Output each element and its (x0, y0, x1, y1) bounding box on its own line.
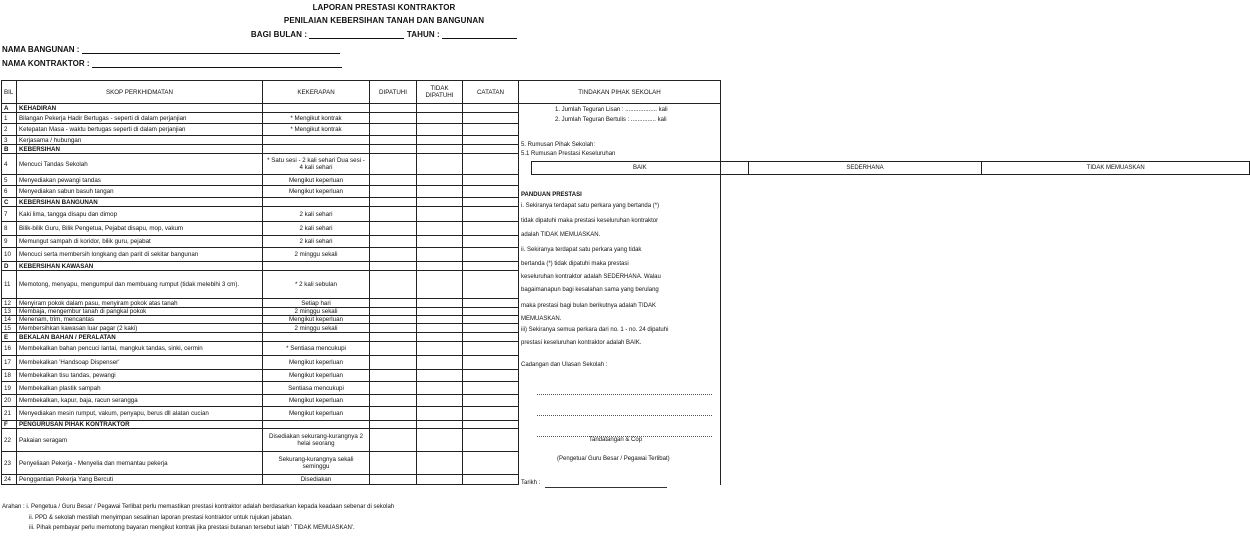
row-catatan-cell[interactable] (463, 222, 519, 236)
row-bil: 1 (2, 113, 17, 124)
section-row (2, 104, 721, 113)
cadangan-label: Cadangan dan Ulasan Sekolah : (521, 362, 608, 368)
teguran-lisan: 1. Jumlah Teguran Lisan : ................... kali (555, 107, 668, 113)
row-catatan-cell[interactable] (463, 198, 519, 207)
row-skop: Menyiram pokok dalam pasu, menyiram pokok atas tanah (17, 299, 263, 308)
row-skop: Membekalkan tisu tandas, pewangi (17, 370, 263, 382)
row-bil: 10 (2, 248, 17, 262)
row-kekerapan: Mengikut keperluan (263, 395, 370, 407)
col-catatan: CATATAN (463, 81, 519, 104)
row-dipatuhi-cell[interactable] (370, 248, 417, 262)
row-catatan-cell[interactable] (463, 136, 519, 145)
row-tidak-dipatuhi-cell[interactable] (417, 475, 463, 485)
row-tidak-dipatuhi-cell[interactable] (417, 333, 463, 342)
row-tidak-dipatuhi-cell[interactable] (417, 136, 463, 145)
row-catatan-cell[interactable] (463, 236, 519, 248)
row-bil: 17 (2, 356, 17, 370)
row-kekerapan (263, 333, 370, 342)
row-dipatuhi-cell[interactable] (370, 316, 417, 324)
panduan-line: keseluruhan kontraktor adalah SEDERHANA. Walau (521, 274, 661, 280)
row-skop: Membekalkan bahan pencuci lantai, mangkuk tandas, sinki, cermin (17, 342, 263, 356)
tandatangan-label: Tandatangan & Cop (589, 437, 643, 443)
row-tidak-dipatuhi-cell[interactable] (417, 207, 463, 222)
row-skop: Menyediakan mesin rumput, vakum, penyapu, berus dll alatan cucian (17, 407, 263, 421)
kontraktor-line (2, 59, 342, 68)
row-kekerapan: Mengikut keperluan (263, 186, 370, 198)
row-tidak-dipatuhi-cell[interactable] (417, 452, 463, 475)
row-tidak-dipatuhi-cell[interactable] (417, 407, 463, 421)
row-dipatuhi-cell[interactable] (370, 262, 417, 271)
row-kekerapan (263, 262, 370, 271)
row-bil: 6 (2, 186, 17, 198)
col-bil: BIL (2, 81, 17, 104)
row-dipatuhi-cell[interactable] (370, 145, 417, 154)
row-bil: 12 (2, 299, 17, 308)
tindakan-panel (519, 104, 1145, 486)
row-kekerapan: Disediakan (263, 475, 370, 485)
row-kekerapan (263, 198, 370, 207)
bulan-field[interactable] (309, 32, 404, 39)
row-catatan-cell[interactable] (463, 429, 519, 452)
row-catatan-cell[interactable] (463, 154, 519, 175)
row-dipatuhi-cell[interactable] (370, 207, 417, 222)
row-dipatuhi-cell[interactable] (370, 186, 417, 198)
row-dipatuhi-cell[interactable] (370, 175, 417, 186)
panduan-title: PANDUAN PRESTASI (521, 192, 582, 198)
row-bil: 4 (2, 154, 17, 175)
row-dipatuhi-cell[interactable] (370, 198, 417, 207)
row-dipatuhi-cell[interactable] (370, 407, 417, 421)
row-bil: 13 (2, 308, 17, 316)
row-kekerapan: 2 minggu sekali (263, 248, 370, 262)
row-dipatuhi-cell[interactable] (370, 333, 417, 342)
row-catatan-cell[interactable] (463, 262, 519, 271)
instructions (2, 502, 394, 534)
performance-table (1, 80, 1145, 486)
instruction-3: iii. Pihak pembayar perlu memotong bayaran mengikut kontrak jika prestasi bulanan tersebut ialah ' TIDAK MEMUASKAN'. (29, 525, 355, 531)
bangunan-field[interactable] (82, 47, 340, 54)
col-kekerapan: KEKERAPAN (263, 81, 370, 104)
row-kekerapan: 2 kali sehari (263, 236, 370, 248)
row-bil: 15 (2, 324, 17, 333)
form-title: LAPORAN PRESTASI KONTRAKTOR (312, 3, 456, 12)
row-dipatuhi-cell[interactable] (370, 475, 417, 485)
kontraktor-field[interactable] (92, 61, 342, 68)
tahun-field[interactable] (442, 32, 517, 39)
row-skop: Penyeliaan Pekerja - Menyelia dan memantau pekerja (17, 452, 263, 475)
panduan-line: MEMUASKAN. (521, 316, 562, 322)
row-bil: 24 (2, 475, 17, 485)
panduan-line: i. Sekiranya terdapat satu perkara yang bertanda (*) (521, 203, 660, 209)
row-catatan-cell[interactable] (463, 475, 519, 485)
bangunan-line (2, 45, 340, 54)
row-skop: KEBERSIHAN (17, 145, 263, 154)
row-tidak-dipatuhi-cell[interactable] (417, 308, 463, 316)
row-kekerapan: Sekurang-kurangnya sekali seminggu (263, 452, 370, 475)
row-bil: 11 (2, 271, 17, 299)
row-skop: PENGURUSAN PIHAK KONTRAKTOR (17, 421, 263, 429)
row-tidak-dipatuhi-cell[interactable] (417, 113, 463, 124)
row-tidak-dipatuhi-cell[interactable] (417, 316, 463, 324)
row-catatan-cell[interactable] (463, 342, 519, 356)
row-catatan-cell[interactable] (463, 308, 519, 316)
row-kekerapan: * Mengikut kontrak (263, 113, 370, 124)
row-catatan-cell[interactable] (463, 370, 519, 382)
row-bil: 7 (2, 207, 17, 222)
col-skop: SKOP PERKHIDMATAN (17, 81, 263, 104)
row-dipatuhi-cell[interactable] (370, 356, 417, 370)
row-catatan-cell[interactable] (463, 104, 519, 113)
row-skop: Kaki lima, tangga disapu dan dimop (17, 207, 263, 222)
rumusan-label: 5. Rumusan Pihak Sekolah: (521, 142, 596, 148)
row-bil: B (2, 145, 17, 154)
instruction-1: Arahan : i. Pengetua / Guru Besar / Pegawai Terlibat perlu memastikan prestasi kontraktor adalah berdasarkan kepada keadaan sebenar di sekolah (2, 504, 395, 510)
row-skop: KEBERSIHAN KAWASAN (17, 262, 263, 271)
rating-table (531, 161, 1250, 175)
row-catatan-cell[interactable] (463, 333, 519, 342)
row-kekerapan: Setiap hari (263, 299, 370, 308)
panduan-line: adalah TIDAK MEMUASKAN. (521, 232, 601, 238)
teguran-bertulis: 2. Jumlah Teguran Bertulis : ............... kali (555, 117, 667, 123)
row-kekerapan (263, 421, 370, 429)
row-skop: Membaja, mengembur tanah di pangkal pokok (17, 308, 263, 316)
cadangan-line[interactable] (537, 394, 712, 395)
row-tidak-dipatuhi-cell[interactable] (417, 248, 463, 262)
row-bil: 22 (2, 429, 17, 452)
row-kekerapan: Mengikut keperluan (263, 175, 370, 186)
row-skop: Pakaian seragam (17, 429, 263, 452)
panduan-line: prestasi keseluruhan kontraktor adalah BAIK. (521, 340, 642, 346)
row-catatan-cell[interactable] (463, 356, 519, 370)
row-kekerapan: Mengikut keperluan (263, 356, 370, 370)
row-tidak-dipatuhi-cell[interactable] (417, 370, 463, 382)
row-dipatuhi-cell[interactable] (370, 154, 417, 175)
panduan-line: iii) Sekiranya semua perkara dari no. 1 - no. 24 dipatuhi (521, 327, 669, 333)
period-line (0, 30, 768, 39)
row-bil: F (2, 421, 17, 429)
row-skop: BEKALAN BAHAN / PERALATAN (17, 333, 263, 342)
tarikh-field[interactable] (545, 487, 667, 488)
row-tidak-dipatuhi-cell[interactable] (417, 154, 463, 175)
row-catatan-cell[interactable] (463, 421, 519, 429)
row-bil: 20 (2, 395, 17, 407)
row-tidak-dipatuhi-cell[interactable] (417, 236, 463, 248)
row-kekerapan: Disediakan sekurang-kurangnya 2 helai seorang (263, 429, 370, 452)
row-kekerapan: Mengikut keperluan (263, 316, 370, 324)
row-kekerapan: 2 kali sehari (263, 207, 370, 222)
row-bil: 23 (2, 452, 17, 475)
row-catatan-cell[interactable] (463, 452, 519, 475)
row-tidak-dipatuhi-cell[interactable] (417, 222, 463, 236)
row-bil: C (2, 198, 17, 207)
row-kekerapan (263, 145, 370, 154)
rating-tidak-memuaskan[interactable]: TIDAK MEMUASKAN (982, 162, 1250, 175)
row-catatan-cell[interactable] (463, 299, 519, 308)
row-bil: E (2, 333, 17, 342)
row-dipatuhi-cell[interactable] (370, 113, 417, 124)
row-dipatuhi-cell[interactable] (370, 124, 417, 136)
row-bil: 16 (2, 342, 17, 356)
row-skop: KEBERSIHAN BANGUNAN (17, 198, 263, 207)
row-catatan-cell[interactable] (463, 324, 519, 333)
row-bil: 2 (2, 124, 17, 136)
row-kekerapan: * Sentiasa mencukupi (263, 342, 370, 356)
row-tidak-dipatuhi-cell[interactable] (417, 421, 463, 429)
panduan-line: ii. Sekiranya terdapat satu perkara yang tidak (521, 247, 642, 253)
row-catatan-cell[interactable] (463, 207, 519, 222)
row-kekerapan (263, 104, 370, 113)
tahun-label: TAHUN : (406, 30, 440, 39)
row-kekerapan: Sentiasa mencukupi (263, 382, 370, 395)
panduan-line: bagaimanapun bagi kesalahan sama yang berulang (521, 287, 659, 293)
row-catatan-cell[interactable] (463, 271, 519, 299)
row-catatan-cell[interactable] (463, 124, 519, 136)
row-dipatuhi-cell[interactable] (370, 382, 417, 395)
form-subtitle: PENILAIAN KEBERSIHAN TANAH DAN BANGUNAN (283, 16, 485, 25)
row-bil: 18 (2, 370, 17, 382)
row-dipatuhi-cell[interactable] (370, 308, 417, 316)
row-catatan-cell[interactable] (463, 395, 519, 407)
row-bil: 14 (2, 316, 17, 324)
row-skop: Penggantian Pekerja Yang Bercuti (17, 475, 263, 485)
row-bil: 19 (2, 382, 17, 395)
row-bil: 8 (2, 222, 17, 236)
row-skop: Membekalkan 'Handsoap Dispenser' (17, 356, 263, 370)
row-bil: 9 (2, 236, 17, 248)
row-tidak-dipatuhi-cell[interactable] (417, 395, 463, 407)
row-tidak-dipatuhi-cell[interactable] (417, 271, 463, 299)
row-kekerapan: 2 kali sehari (263, 222, 370, 236)
row-tidak-dipatuhi-cell[interactable] (417, 262, 463, 271)
bulan-label: BAGI BULAN : (250, 30, 308, 39)
row-dipatuhi-cell[interactable] (370, 236, 417, 248)
row-catatan-cell[interactable] (463, 407, 519, 421)
row-kekerapan: * Mengikut kontrak (263, 124, 370, 136)
row-catatan-cell[interactable] (463, 382, 519, 395)
row-skop: Memotong, menyapu, mengumpul dan membuang rumput (tidak melebihi 3 cm). (17, 271, 263, 299)
row-skop: Memungut sampah di koridor, bilik guru, pejabat (17, 236, 263, 248)
jawatan-label: (Pengetua/ Guru Besar / Pegawai Terlibat) (557, 456, 670, 462)
row-tidak-dipatuhi-cell[interactable] (417, 175, 463, 186)
row-dipatuhi-cell[interactable] (370, 222, 417, 236)
row-dipatuhi-cell[interactable] (370, 271, 417, 299)
row-dipatuhi-cell[interactable] (370, 429, 417, 452)
col-tidak-dipatuhi: TIDAK DIPATUHI (417, 81, 463, 104)
row-dipatuhi-cell[interactable] (370, 395, 417, 407)
kontraktor-label: NAMA KONTRAKTOR : (2, 59, 90, 68)
row-skop: Bilangan Pekerja Hadir Bertugas - seperti di dalam perjanjian (17, 113, 263, 124)
row-tidak-dipatuhi-cell[interactable] (417, 145, 463, 154)
row-bil: 5 (2, 175, 17, 186)
row-skop: Ketepatan Masa - waktu bertugas seperti di dalam perjanjian (17, 124, 263, 136)
row-skop: Membekalkan, kapur, baja, racun serangga (17, 395, 263, 407)
row-skop: Menyediakan sabun basuh tangan (17, 186, 263, 198)
panduan-line: bertanda (*) tidak dipatuhi maka prestasi (521, 261, 629, 267)
row-catatan-cell[interactable] (463, 175, 519, 186)
row-skop: Membekalkan plastik sampah (17, 382, 263, 395)
row-tidak-dipatuhi-cell[interactable] (417, 429, 463, 452)
row-tidak-dipatuhi-cell[interactable] (417, 356, 463, 370)
rating-baik[interactable]: BAIK (532, 162, 749, 175)
rating-sederhana[interactable]: SEDERHANA (748, 162, 982, 175)
panduan-line: maka prestasi bagi bulan berikutnya adalah TIDAK (521, 303, 656, 309)
row-bil: 21 (2, 407, 17, 421)
row-kekerapan (263, 136, 370, 145)
row-dipatuhi-cell[interactable] (370, 342, 417, 356)
row-skop: Menyediakan pewangi tandas (17, 175, 263, 186)
row-skop: Kerjasama / hubungan (17, 136, 263, 145)
panduan-line: tidak dipatuhi maka prestasi keseluruhan kontraktor (521, 218, 659, 224)
row-bil: 3 (2, 136, 17, 145)
row-dipatuhi-cell[interactable] (370, 299, 417, 308)
row-tidak-dipatuhi-cell[interactable] (417, 104, 463, 113)
row-dipatuhi-cell[interactable] (370, 136, 417, 145)
bangunan-label: NAMA BANGUNAN : (2, 45, 80, 54)
row-dipatuhi-cell[interactable] (370, 104, 417, 113)
row-skop: Mencuci serta membersih longkang dan parit di sekitar bangunan (17, 248, 263, 262)
row-catatan-cell[interactable] (463, 316, 519, 324)
row-skop: KEHADIRAN (17, 104, 263, 113)
row-catatan-cell[interactable] (463, 186, 519, 198)
row-dipatuhi-cell[interactable] (370, 324, 417, 333)
row-kekerapan: 2 minggu sekali (263, 308, 370, 316)
row-dipatuhi-cell[interactable] (370, 370, 417, 382)
row-dipatuhi-cell[interactable] (370, 421, 417, 429)
row-skop: Membersihkan kawasan luar pagar (2 kaki) (17, 324, 263, 333)
col-tindakan: TINDAKAN PIHAK SEKOLAH (519, 81, 721, 104)
row-tidak-dipatuhi-cell[interactable] (417, 342, 463, 356)
col-dipatuhi: DIPATUHI (370, 81, 417, 104)
row-kekerapan: Mengikut keperluan (263, 370, 370, 382)
row-kekerapan: 2 minggu sekali (263, 324, 370, 333)
row-tidak-dipatuhi-cell[interactable] (417, 324, 463, 333)
row-tidak-dipatuhi-cell[interactable] (417, 198, 463, 207)
table-body (2, 104, 1145, 486)
row-tidak-dipatuhi-cell[interactable] (417, 382, 463, 395)
row-kekerapan: Mengikut keperluan (263, 407, 370, 421)
row-dipatuhi-cell[interactable] (370, 452, 417, 475)
row-catatan-cell[interactable] (463, 113, 519, 124)
row-bil: A (2, 104, 17, 113)
row-skop: Bilik-bilik Guru, Bilik Pengetua, Pejabat disapu, mop, vakum (17, 222, 263, 236)
row-bil: D (2, 262, 17, 271)
row-skop: Mencuci Tandas Sekolah (17, 154, 263, 175)
cadangan-line[interactable] (537, 415, 712, 416)
row-catatan-cell[interactable] (463, 248, 519, 262)
row-kekerapan: * 2 kali sebulan (263, 271, 370, 299)
row-catatan-cell[interactable] (463, 145, 519, 154)
instruction-2: ii. PPD & sekolah mestilah menyimpan sesalinan laporan prestasi kontraktor untuk rujukan jabatan. (29, 514, 293, 521)
row-tidak-dipatuhi-cell[interactable] (417, 299, 463, 308)
row-tidak-dipatuhi-cell[interactable] (417, 186, 463, 198)
rumusan-prestasi-label: 5.1 Rumusan Prestasi Keseluruhan (521, 151, 616, 157)
tarikh-label: Tarikh : (521, 480, 541, 486)
row-skop: Menenam, trim, mencantas (17, 316, 263, 324)
row-kekerapan: * Satu sesi - 2 kali sehari Dua sesi - 4 kali sehari (263, 154, 370, 175)
row-tidak-dipatuhi-cell[interactable] (417, 124, 463, 136)
